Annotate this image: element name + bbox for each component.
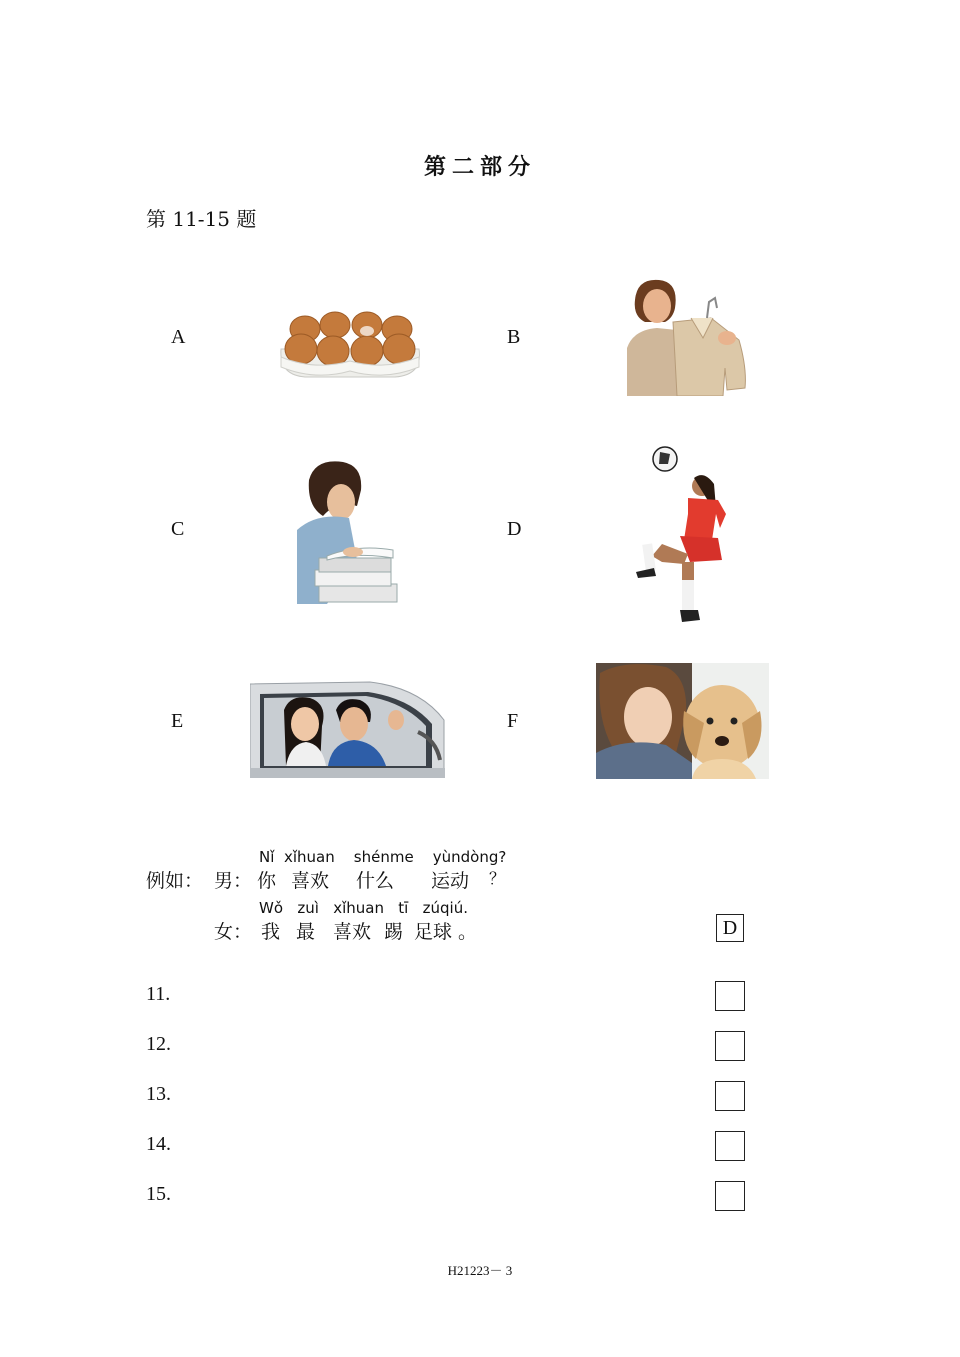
girl-soccer-image	[632, 444, 732, 626]
option-letter-e: E	[171, 710, 184, 732]
hanzi-word: 运动	[431, 870, 470, 892]
hanzi-word: 我	[261, 921, 281, 943]
pinyin-word: xǐhuan	[283, 848, 335, 866]
example-answer-box: D	[716, 914, 744, 942]
car-couple-image	[250, 680, 445, 778]
pinyin-word: tī	[398, 899, 409, 917]
pinyin-word: Nǐ	[259, 848, 275, 866]
answer-box-13[interactable]	[715, 1081, 745, 1111]
question-number: 15.	[146, 1183, 171, 1205]
hanzi-word: 什么	[356, 870, 395, 892]
option-letter-f: F	[507, 710, 519, 732]
pinyin-word: Wǒ	[259, 899, 284, 917]
hanzi-word: 你	[257, 870, 277, 892]
part-title: 第二部分	[423, 154, 536, 180]
page-footer: H21223－ 3	[447, 1263, 513, 1278]
hanzi-word: 足球	[414, 921, 453, 943]
hanzi-word: 最	[296, 921, 316, 943]
answer-box-12[interactable]	[715, 1031, 745, 1061]
hanzi-word: 喜欢	[291, 870, 330, 892]
hanzi-word: 踢	[384, 921, 404, 943]
eggs-image	[275, 305, 425, 381]
example-label: 例如：	[146, 870, 204, 892]
question-number: 11.	[146, 983, 171, 1005]
pinyin-word: xǐhuan	[333, 899, 384, 917]
woman-reading-image	[297, 460, 399, 604]
pinyin-word: zuì	[297, 899, 319, 917]
male-speaker: 男：	[214, 870, 253, 892]
pinyin-word: yùndòng?	[432, 848, 507, 866]
section-label: 第 11-15 题	[146, 207, 257, 231]
woman-shirt-image	[617, 278, 752, 396]
hanzi-punct: 。	[458, 921, 478, 943]
question-number: 14.	[146, 1133, 171, 1155]
option-letter-c: C	[171, 518, 185, 540]
option-letter-a: A	[171, 326, 186, 348]
female-speaker: 女：	[214, 921, 253, 943]
example-line2-pinyin	[259, 899, 468, 917]
option-letter-d: D	[507, 518, 522, 540]
hanzi-word: 喜欢	[333, 921, 372, 943]
question-number: 13.	[146, 1083, 171, 1105]
option-letter-b: B	[507, 326, 521, 348]
answer-box-11[interactable]	[715, 981, 745, 1011]
pinyin-word: shénme	[353, 848, 414, 866]
example-line1-pinyin	[259, 848, 506, 866]
hanzi-punct: ？	[489, 869, 506, 888]
woman-puppy-image	[596, 663, 769, 779]
answer-box-14[interactable]	[715, 1131, 745, 1161]
pinyin-word: zúqiú.	[422, 899, 469, 917]
answer-box-15[interactable]	[715, 1181, 745, 1211]
question-number: 12.	[146, 1033, 171, 1055]
